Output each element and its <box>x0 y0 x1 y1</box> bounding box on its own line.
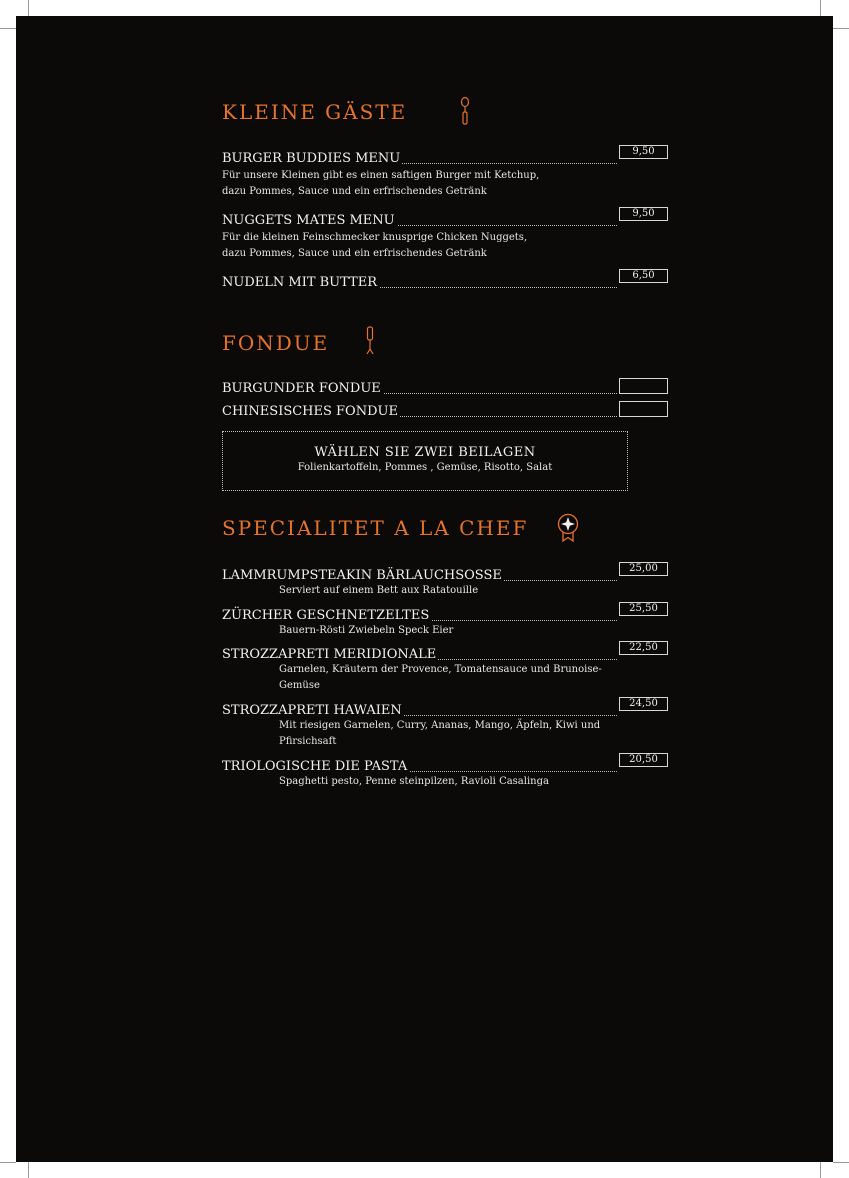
menu-item-nudeln-butter <box>222 272 668 290</box>
item-description: Spaghetti pesto, Penne steinpilzen, Ravioli Casalinga <box>279 776 549 787</box>
item-name: NUDELN MIT BUTTER <box>222 275 378 290</box>
crop-mark <box>0 28 16 29</box>
item-description: dazu Pommes, Sauce und ein erfrischendes Getränk <box>222 186 487 197</box>
item-name: ZÜRCHER GESCHNETZELTES <box>222 608 430 623</box>
menu-item-triologische-pasta <box>222 756 668 790</box>
sides-box <box>222 431 628 491</box>
menu-item-lammrumpsteak <box>222 565 668 599</box>
price-box: 9,50 <box>619 145 668 159</box>
price-box <box>619 401 668 417</box>
crop-mark <box>833 28 849 29</box>
sides-title: WÄHLEN SIE ZWEI BEILAGEN <box>314 445 536 460</box>
crop-mark <box>0 1162 16 1163</box>
item-name: BURGUNDER FONDUE <box>222 381 381 396</box>
price-box: 20,50 <box>619 753 668 767</box>
menu-item-zuercher-geschnetzeltes <box>222 605 668 639</box>
menu-item-strozzapreti-hawaien <box>222 700 668 750</box>
menu-item-chinesisches-fondue <box>222 401 668 419</box>
section-title-kids: KLEINE GÄSTE <box>222 100 408 124</box>
item-name: BURGER BUDDIES MENU <box>222 151 401 166</box>
price-box: 25,00 <box>619 562 668 576</box>
sides-options: Folienkartoffeln, Pommes , Gemüse, Risotto, Salat <box>297 462 553 473</box>
crop-mark <box>820 1162 821 1178</box>
item-description: Mit riesigen Garnelen, Curry, Ananas, Mango, Äpfeln, Kiwi und Pfirsichsaft <box>279 720 601 747</box>
fondue-fork-icon <box>364 326 376 356</box>
price-box: 22,50 <box>619 641 668 655</box>
crop-mark <box>28 0 29 16</box>
crop-mark <box>833 1162 849 1163</box>
price-box: 9,50 <box>619 207 668 221</box>
crop-mark <box>820 0 821 16</box>
menu-item-burger-buddies <box>222 148 668 200</box>
menu-item-strozzapreti-meridionale <box>222 644 668 694</box>
item-name: LAMMRUMPSTEAKIN BÄRLAUCHSOSSE <box>222 568 502 583</box>
price-box: 6,50 <box>619 269 668 283</box>
item-description: Für unsere Kleinen gibt es einen saftigen Burger mit Ketchup, <box>222 170 540 181</box>
item-description: dazu Pommes, Sauce und ein erfrischendes Getränk <box>222 248 487 259</box>
menu-page <box>16 16 833 1162</box>
section-title-chef: SPECIALITET A LA CHEF <box>222 516 529 540</box>
section-title-fondue: FONDUE <box>222 331 330 355</box>
item-description: Garnelen, Kräutern der Provence, Tomatensauce und Brunoise-Gemüse <box>279 664 602 691</box>
price-box: 25,50 <box>619 602 668 616</box>
price-box: 24,50 <box>619 697 668 711</box>
item-description: Serviert auf einem Bett aux Ratatouille <box>279 585 479 596</box>
item-description: Für die kleinen Feinschmecker knusprige Chicken Nuggets, <box>222 232 528 243</box>
spoon-icon <box>460 96 470 126</box>
chef-badge-icon <box>556 513 580 543</box>
menu-item-burgunder-fondue <box>222 378 668 396</box>
item-name: STROZZAPRETI HAWAIEN <box>222 703 402 718</box>
price-box <box>619 378 668 394</box>
item-name: NUGGETS MATES MENU <box>222 213 395 228</box>
item-name: CHINESISCHES FONDUE <box>222 404 398 419</box>
crop-mark <box>28 1162 29 1178</box>
item-name: TRIOLOGISCHE DIE PASTA <box>222 759 408 774</box>
menu-item-nuggets-mates <box>222 210 668 262</box>
item-name: STROZZAPRETI MERIDIONALE <box>222 647 437 662</box>
item-description: Bauern-Rösti Zwiebeln Speck Eier <box>279 625 454 636</box>
